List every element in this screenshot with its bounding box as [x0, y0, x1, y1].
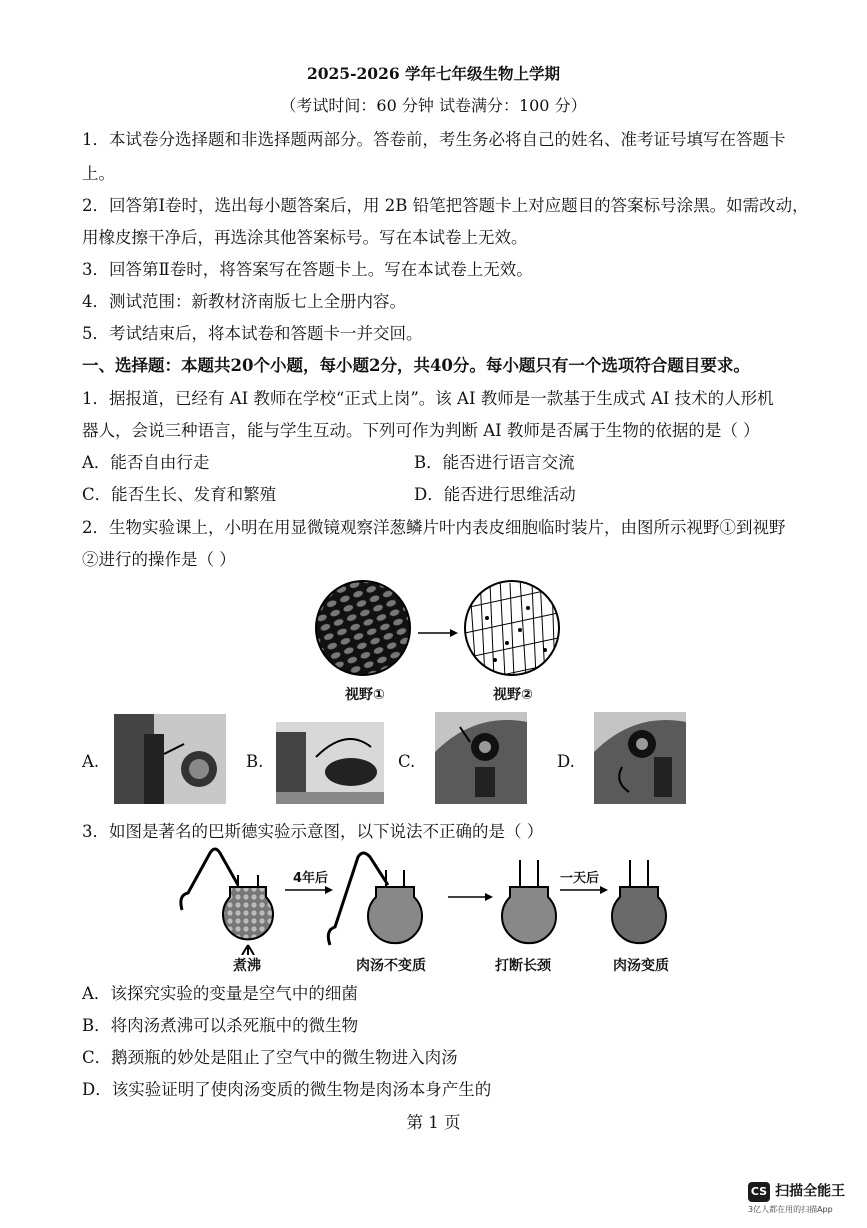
- arrow2-label: 一天后: [560, 871, 600, 886]
- q2-option-d-label[interactable]: D.: [557, 752, 575, 771]
- instruction-4: 4．测试范围：新教材济南版七上全册内容。: [82, 292, 406, 311]
- q2-option-c-image[interactable]: [435, 712, 527, 804]
- instruction-5: 5．考试结束后，将本试卷和答题卡一并交回。: [82, 324, 423, 343]
- microscope-fine-focus-icon: [114, 714, 226, 804]
- flask-spoiled: [612, 860, 666, 943]
- q2-option-b-label[interactable]: B.: [246, 752, 264, 771]
- instruction-3: 3．回答第Ⅱ卷时，将答案写在答题卡上。写在本试卷上无效。: [82, 260, 533, 279]
- camscanner-name: 扫描全能王: [775, 1183, 846, 1200]
- q3-option-c[interactable]: C．鹅颈瓶的妙处是阻止了空气中的微生物进入肉汤: [82, 1048, 458, 1067]
- camscanner-watermark: [748, 1180, 845, 1215]
- q1-stem-1: 1．据报道，已经有 AI 教师在学校“正式上岗”。该 AI 教师是一款基于生成式 AI 技术的人形机: [82, 389, 774, 408]
- caption-boil: 煮沸: [233, 958, 261, 974]
- flask-boiling: [181, 849, 273, 955]
- microscope-views-figure: [300, 578, 590, 704]
- caption-unchanged: 肉汤不变质: [356, 958, 426, 974]
- instruction-1-cont: 上。: [82, 164, 115, 183]
- flask-broken-neck: [502, 860, 556, 943]
- q2-option-c-label[interactable]: C.: [398, 752, 416, 771]
- q1-option-a[interactable]: A．能否自由行走: [82, 453, 210, 472]
- view2-caption: 视野②: [493, 687, 533, 703]
- exam-title: 2025-2026 学年七年级生物上学期: [306, 64, 561, 83]
- arrow1-label: 4年后: [293, 871, 329, 886]
- microscope-coarse-focus-icon: [435, 712, 527, 804]
- q1-option-b[interactable]: B．能否进行语言交流: [414, 453, 575, 472]
- page-number: 第 1 页: [406, 1113, 461, 1132]
- camscanner-badge-icon: CS: [748, 1182, 770, 1202]
- caption-spoiled: 肉汤变质: [613, 958, 669, 974]
- q2-option-a-image[interactable]: [114, 714, 226, 804]
- q2-stem-2: ②进行的操作是（ ）: [82, 550, 236, 569]
- q3-option-b[interactable]: B．将肉汤煮沸可以杀死瓶中的微生物: [82, 1016, 359, 1035]
- q3-option-a[interactable]: A．该探究实验的变量是空气中的细菌: [82, 984, 358, 1003]
- q1-option-d[interactable]: D．能否进行思维活动: [414, 485, 576, 504]
- instruction-2: 2．回答第Ⅰ卷时，选出每小题答案后，用 2B 铅笔把答题卡上对应题目的答案标号涂黑。如需改动，: [82, 196, 809, 215]
- section-heading: 一、选择题：本题共20个小题，每小题2分，共40分。每小题只有一个选项符合题目要求。: [82, 356, 750, 375]
- q3-stem: 3．如图是著名的巴斯德实验示意图，以下说法不正确的是（ ）: [82, 822, 544, 841]
- q2-option-a-label[interactable]: A.: [82, 752, 100, 771]
- pasteur-experiment-figure: [170, 845, 680, 955]
- blurry-view-circle: [316, 581, 410, 675]
- flask-unchanged: [328, 853, 422, 945]
- camscanner-tagline: 3亿人都在用的扫描App: [748, 1205, 833, 1214]
- q2-stem-1: 2．生物实验课上，小明在用显微镜观察洋葱鳞片叶内表皮细胞临时装片，由图所示视野①到视野: [82, 518, 786, 537]
- view1-caption: 视野①: [345, 687, 385, 703]
- instruction-2-cont: 用橡皮擦干净后，再选涂其他答案标号。写在本试卷上无效。: [82, 228, 528, 247]
- q2-option-d-image[interactable]: [594, 712, 686, 804]
- caption-break-neck: 打断长颈: [495, 958, 551, 974]
- instruction-1: 1．本试卷分选择题和非选择题两部分。答卷前，考生务必将自己的姓名、准考证号填写在答题卡: [82, 130, 786, 149]
- q2-option-b-image[interactable]: [276, 722, 384, 804]
- microscope-mirror-icon: [276, 722, 384, 804]
- exam-subtitle: （考试时间：60 分钟 试卷满分：100 分）: [280, 96, 587, 115]
- q1-option-c[interactable]: C．能否生长、发育和繁殖: [82, 485, 277, 504]
- microscope-coarse-focus-reverse-icon: [594, 712, 686, 804]
- q3-option-d[interactable]: D．该实验证明了使肉汤变质的微生物是肉汤本身产生的: [82, 1080, 492, 1099]
- q1-stem-2: 器人，会说三种语言，能与学生互动。下列可作为判断 AI 教师是否属于生物的依据的是（ ）: [82, 421, 760, 440]
